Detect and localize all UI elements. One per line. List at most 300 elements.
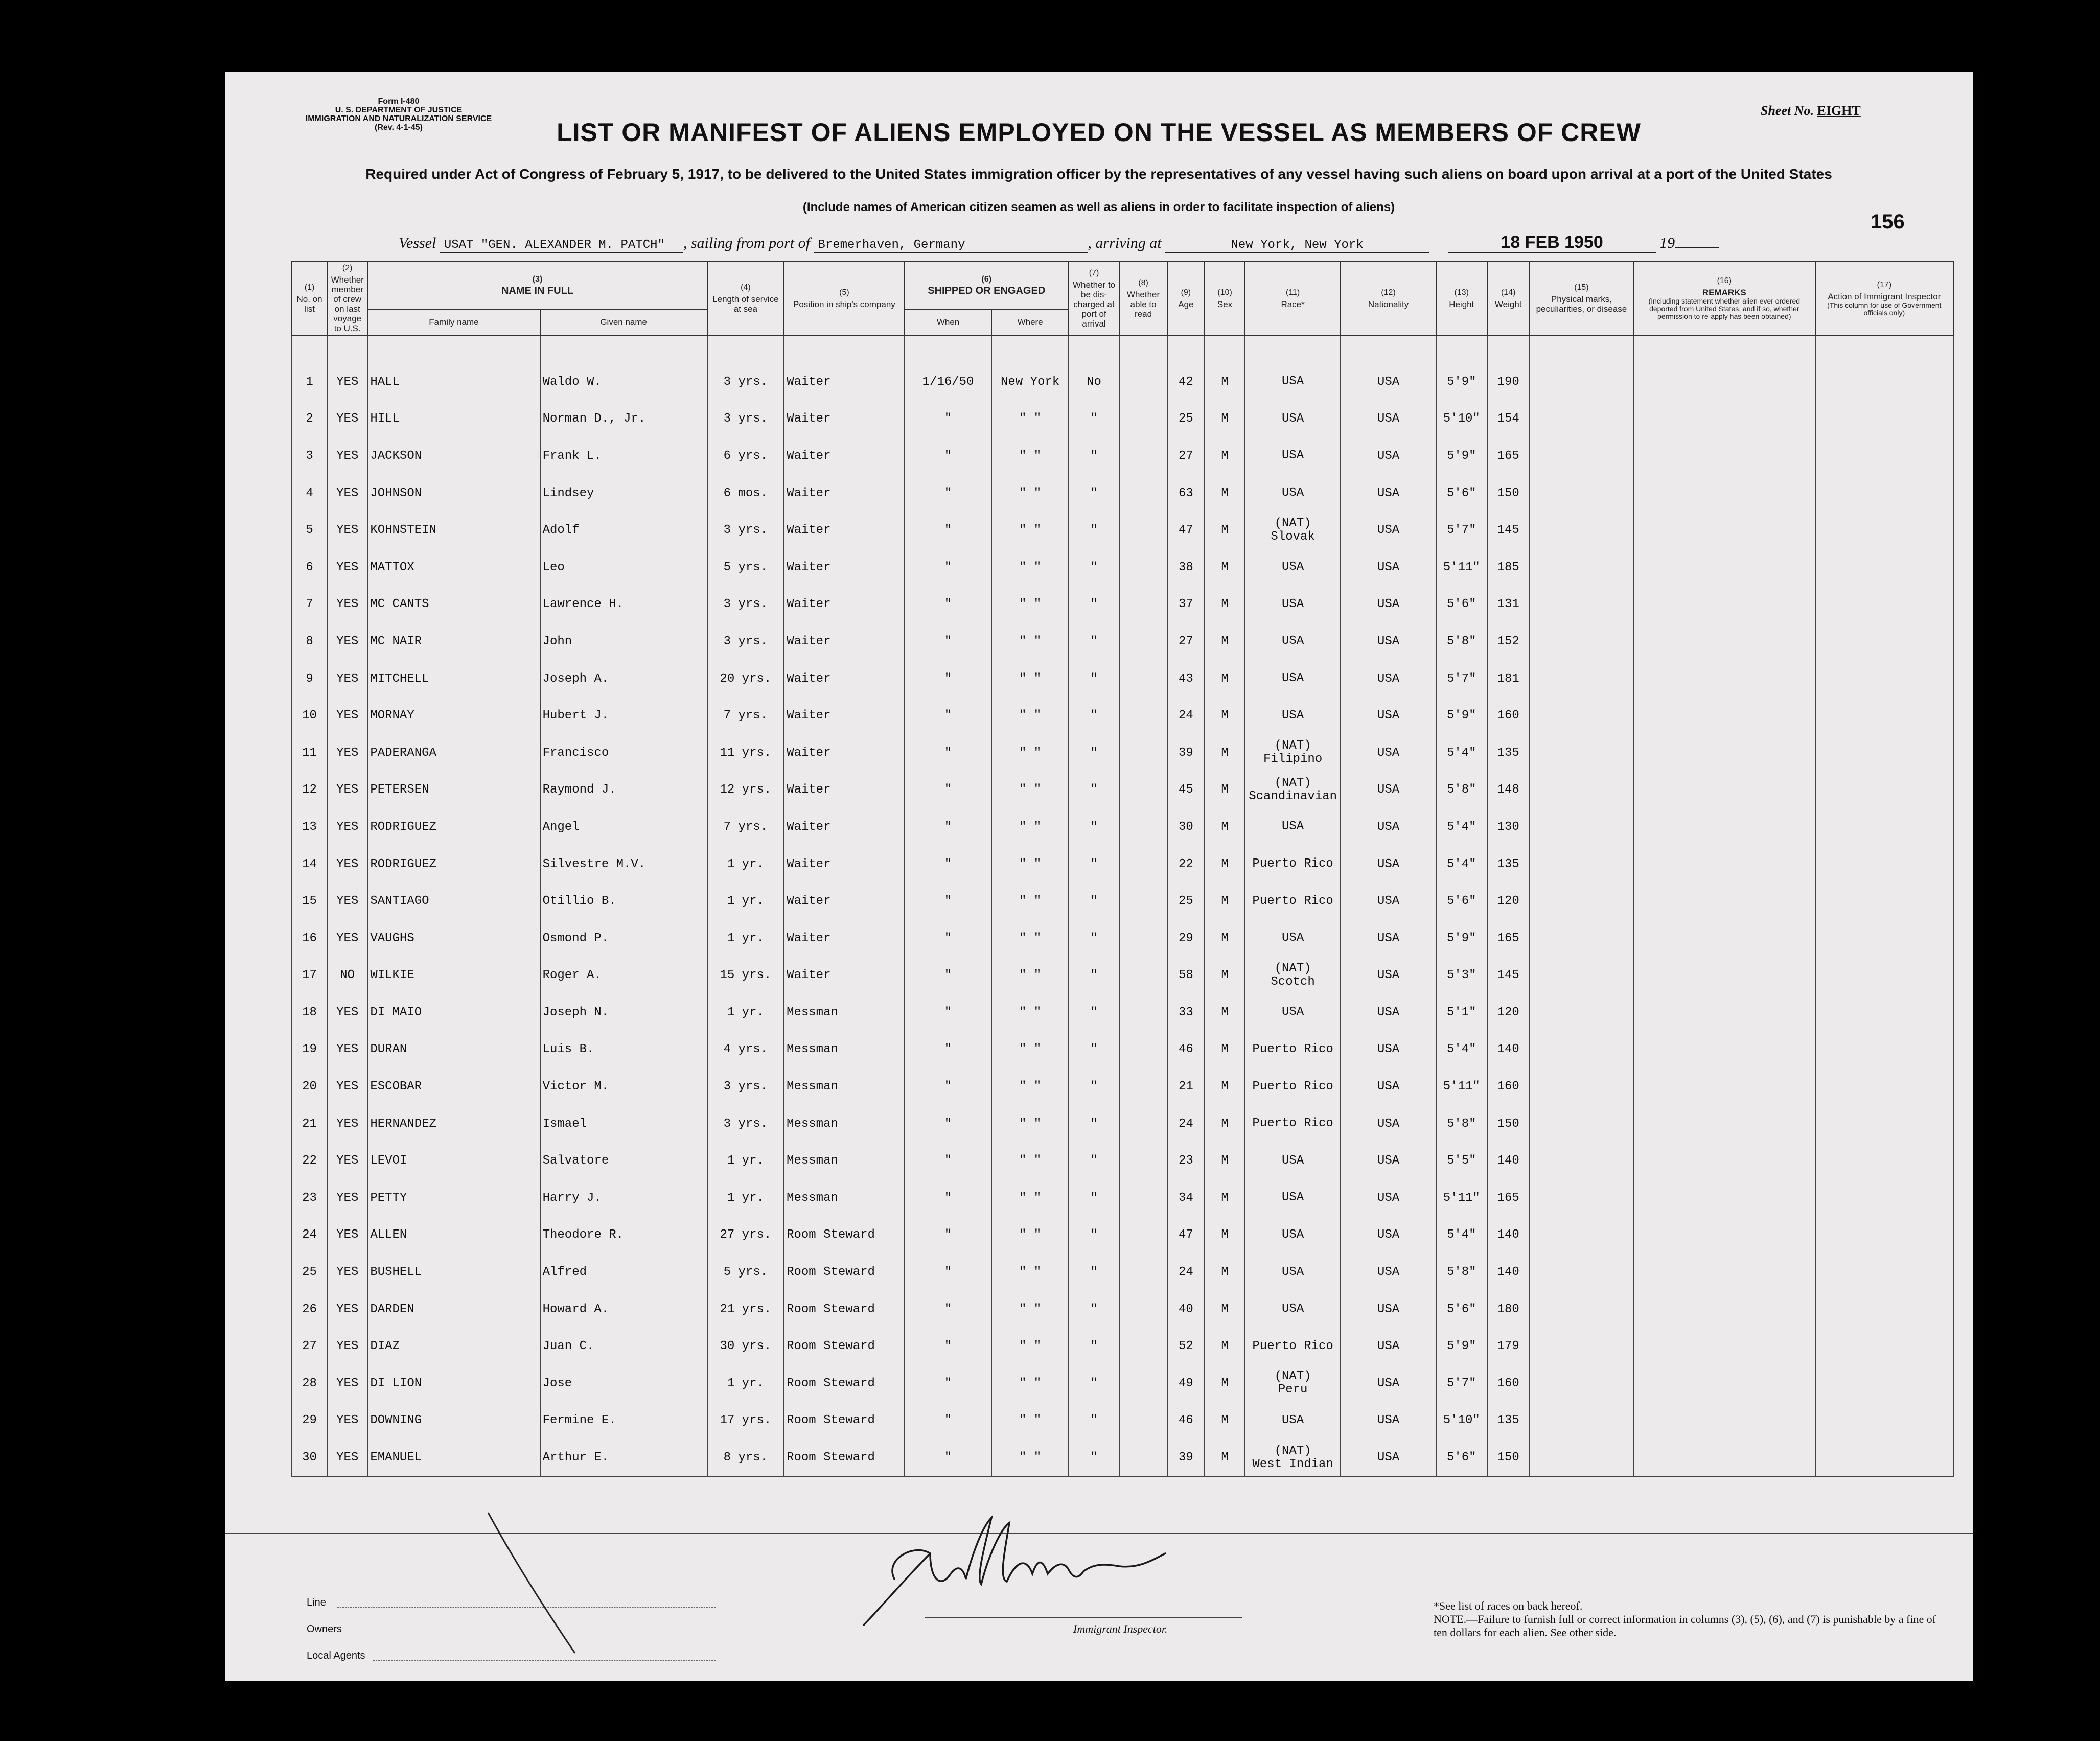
cell-row-number: 5 bbox=[292, 512, 327, 549]
cell-race bbox=[1245, 586, 1341, 623]
cell-nationality: USA bbox=[1341, 920, 1436, 957]
cell-age: 30 bbox=[1167, 808, 1205, 846]
cell-nationality: USA bbox=[1341, 623, 1436, 660]
cell-discharged: " bbox=[1069, 1068, 1120, 1105]
cell-sex: M bbox=[1205, 1142, 1245, 1179]
cell-shipped-where: " " bbox=[991, 846, 1068, 883]
cell-race bbox=[1245, 883, 1341, 920]
cell-shipped-where: " " bbox=[991, 1179, 1068, 1217]
cell-discharged: " bbox=[1069, 697, 1120, 734]
cell-family-name: WILKIE bbox=[367, 957, 540, 994]
cell-last-voyage: YES bbox=[327, 1031, 367, 1069]
cell-inspector-action bbox=[1815, 697, 1953, 734]
cell-given-name: Ismael bbox=[540, 1105, 707, 1143]
cell-age: 21 bbox=[1167, 1068, 1205, 1105]
cell-weight: 131 bbox=[1487, 586, 1530, 623]
cell-remarks bbox=[1633, 994, 1815, 1031]
table-row bbox=[292, 734, 1953, 772]
cell-age: 22 bbox=[1167, 846, 1205, 883]
cell-shipped-when: " bbox=[905, 1031, 992, 1069]
cell-remarks bbox=[1633, 1402, 1815, 1440]
cell-age: 42 bbox=[1167, 363, 1205, 401]
table-row bbox=[292, 363, 1953, 401]
cell-inspector-action bbox=[1815, 549, 1953, 586]
cell-nationality: USA bbox=[1341, 549, 1436, 586]
race-value: Slovak bbox=[1271, 529, 1315, 544]
year-blank bbox=[1675, 247, 1719, 248]
cell-discharged: " bbox=[1069, 1031, 1120, 1069]
cell-given-name: John bbox=[540, 623, 707, 660]
cell-height: 5'4" bbox=[1436, 846, 1487, 883]
cell-service-length: 1 yr. bbox=[707, 883, 784, 920]
cell-discharged: " bbox=[1069, 1402, 1120, 1440]
cell-family-name: MC CANTS bbox=[367, 586, 540, 623]
cell-row-number: 26 bbox=[292, 1291, 327, 1328]
cell-shipped-when: " bbox=[905, 512, 992, 549]
race-value: Puerto Rico bbox=[1252, 894, 1333, 908]
cell-service-length: 4 yrs. bbox=[707, 1031, 784, 1069]
cell-able-to-read bbox=[1119, 846, 1167, 883]
cell-row-number: 25 bbox=[292, 1253, 327, 1291]
cell-given-name: Jose bbox=[540, 1365, 707, 1402]
header-age: (9) Age bbox=[1167, 261, 1205, 335]
cell-position: Waiter bbox=[784, 808, 905, 846]
cell-height: 5'11" bbox=[1436, 1179, 1487, 1217]
table-row bbox=[292, 920, 1953, 957]
header-family-name: Family name bbox=[367, 309, 540, 335]
cell-physical-marks bbox=[1530, 994, 1633, 1031]
cell-last-voyage: YES bbox=[327, 1142, 367, 1179]
cell-shipped-where: " " bbox=[991, 883, 1068, 920]
cell-able-to-read bbox=[1119, 994, 1167, 1031]
pen-stroke bbox=[480, 1502, 583, 1656]
race-value: Scotch bbox=[1271, 974, 1315, 989]
cell-race bbox=[1245, 623, 1341, 660]
cell-discharged: " bbox=[1069, 586, 1120, 623]
cell-shipped-when: " bbox=[905, 1105, 992, 1143]
cell-physical-marks bbox=[1530, 1068, 1633, 1105]
cell-weight: 165 bbox=[1487, 437, 1530, 475]
cell-family-name: SANTIAGO bbox=[367, 883, 540, 920]
cell-remarks bbox=[1633, 1031, 1815, 1069]
cell-position: Room Steward bbox=[784, 1402, 905, 1440]
cell-position: Waiter bbox=[784, 586, 905, 623]
cell-physical-marks bbox=[1530, 1031, 1633, 1069]
cell-shipped-when: " bbox=[905, 1402, 992, 1440]
cell-remarks bbox=[1633, 1439, 1815, 1477]
cell-sex: M bbox=[1205, 1365, 1245, 1402]
cell-last-voyage: YES bbox=[327, 401, 367, 438]
header-physical-marks: (15) Physical marks, peculiarities, or disease bbox=[1530, 261, 1633, 335]
cell-discharged: " bbox=[1069, 1365, 1120, 1402]
cell-remarks bbox=[1633, 363, 1815, 401]
cell-discharged: " bbox=[1069, 512, 1120, 549]
cell-shipped-where: " " bbox=[991, 1439, 1068, 1477]
cell-last-voyage: YES bbox=[327, 734, 367, 772]
cell-shipped-when: " bbox=[905, 957, 992, 994]
cell-sex: M bbox=[1205, 734, 1245, 772]
header-nationality: (12) Nationality bbox=[1341, 261, 1436, 335]
cell-nationality: USA bbox=[1341, 994, 1436, 1031]
cell-family-name: ALLEN bbox=[367, 1217, 540, 1254]
header-row bbox=[292, 261, 1953, 309]
header-position: (5) Position in ship's company bbox=[784, 261, 905, 335]
cell-race bbox=[1245, 734, 1341, 772]
cell-service-length: 8 yrs. bbox=[707, 1439, 784, 1477]
cell-physical-marks bbox=[1530, 623, 1633, 660]
race-value: USA bbox=[1282, 1413, 1304, 1427]
cell-given-name: Raymond J. bbox=[540, 772, 707, 809]
cell-height: 5'8" bbox=[1436, 623, 1487, 660]
cell-age: 46 bbox=[1167, 1031, 1205, 1069]
race-note: (NAT) bbox=[1274, 1369, 1311, 1384]
cell-inspector-action bbox=[1815, 957, 1953, 994]
table-row bbox=[292, 1105, 1953, 1143]
cell-nationality: USA bbox=[1341, 1253, 1436, 1291]
form-number: Form I-480 bbox=[378, 97, 420, 106]
header-length-of-service: (4) Length of service at sea bbox=[707, 261, 784, 335]
cell-shipped-when: 1/16/50 bbox=[905, 363, 992, 401]
cell-weight: 179 bbox=[1487, 1328, 1530, 1365]
cell-race bbox=[1245, 1253, 1341, 1291]
cell-shipped-when: " bbox=[905, 1253, 992, 1291]
cell-discharged: " bbox=[1069, 772, 1120, 809]
cell-family-name: LEVOI bbox=[367, 1142, 540, 1179]
cell-shipped-where: " " bbox=[991, 512, 1068, 549]
cell-height: 5'9" bbox=[1436, 1328, 1487, 1365]
cell-physical-marks bbox=[1530, 1105, 1633, 1143]
cell-given-name: Lindsey bbox=[540, 475, 707, 512]
cell-discharged: " bbox=[1069, 1291, 1120, 1328]
cell-position: Messman bbox=[784, 1105, 905, 1143]
cell-given-name: Lawrence H. bbox=[540, 586, 707, 623]
cell-remarks bbox=[1633, 957, 1815, 994]
cell-able-to-read bbox=[1119, 512, 1167, 549]
cell-last-voyage: YES bbox=[327, 475, 367, 512]
cell-nationality: USA bbox=[1341, 401, 1436, 438]
cell-sex: M bbox=[1205, 512, 1245, 549]
cell-shipped-when: " bbox=[905, 1439, 992, 1477]
cell-shipped-when: " bbox=[905, 1217, 992, 1254]
table-row bbox=[292, 1439, 1953, 1477]
cell-race bbox=[1245, 846, 1341, 883]
cell-discharged: " bbox=[1069, 957, 1120, 994]
cell-position: Waiter bbox=[784, 475, 905, 512]
cell-inspector-action bbox=[1815, 734, 1953, 772]
cell-family-name: HILL bbox=[367, 401, 540, 438]
cell-discharged: " bbox=[1069, 994, 1120, 1031]
race-value: USA bbox=[1282, 634, 1304, 648]
cell-position: Waiter bbox=[784, 697, 905, 734]
cell-family-name: DI LION bbox=[367, 1365, 540, 1402]
table-row bbox=[292, 549, 1953, 586]
cell-sex: M bbox=[1205, 623, 1245, 660]
cell-height: 5'1" bbox=[1436, 994, 1487, 1031]
cell-nationality: USA bbox=[1341, 363, 1436, 401]
cell-last-voyage: YES bbox=[327, 1365, 367, 1402]
cell-physical-marks bbox=[1530, 1253, 1633, 1291]
cell-inspector-action bbox=[1815, 586, 1953, 623]
table-row bbox=[292, 1253, 1953, 1291]
cell-service-length: 1 yr. bbox=[707, 1179, 784, 1217]
race-value: Peru bbox=[1278, 1383, 1308, 1397]
cell-family-name: JOHNSON bbox=[367, 475, 540, 512]
race-value: USA bbox=[1282, 820, 1304, 834]
table-row bbox=[292, 586, 1953, 623]
cell-weight: 165 bbox=[1487, 920, 1530, 957]
cell-race bbox=[1245, 1365, 1341, 1402]
header-race: (11) Race* bbox=[1245, 261, 1341, 335]
cell-service-length: 1 yr. bbox=[707, 994, 784, 1031]
cell-row-number: 9 bbox=[292, 660, 327, 698]
page-title: LIST OR MANIFEST OF ALIENS EMPLOYED ON THE VESSEL AS MEMBERS OF CREW bbox=[557, 118, 1641, 147]
cell-sex: M bbox=[1205, 586, 1245, 623]
cell-row-number: 4 bbox=[292, 475, 327, 512]
cell-shipped-when: " bbox=[905, 475, 992, 512]
cell-row-number: 17 bbox=[292, 957, 327, 994]
cell-race bbox=[1245, 1328, 1341, 1365]
cell-physical-marks bbox=[1530, 363, 1633, 401]
cell-physical-marks bbox=[1530, 549, 1633, 586]
race-note: (NAT) bbox=[1274, 776, 1311, 790]
cell-able-to-read bbox=[1119, 623, 1167, 660]
cell-row-number: 27 bbox=[292, 1328, 327, 1365]
cell-age: 25 bbox=[1167, 883, 1205, 920]
crew-manifest-table bbox=[291, 261, 1954, 1477]
cell-position: Messman bbox=[784, 1179, 905, 1217]
cell-family-name: RODRIGUEZ bbox=[367, 846, 540, 883]
cell-able-to-read bbox=[1119, 475, 1167, 512]
cell-sex: M bbox=[1205, 1402, 1245, 1440]
cell-service-length: 3 yrs. bbox=[707, 623, 784, 660]
cell-remarks bbox=[1633, 846, 1815, 883]
cell-age: 43 bbox=[1167, 660, 1205, 698]
cell-service-length: 5 yrs. bbox=[707, 1253, 784, 1291]
cell-height: 5'9" bbox=[1436, 920, 1487, 957]
cell-able-to-read bbox=[1119, 734, 1167, 772]
cell-physical-marks bbox=[1530, 1142, 1633, 1179]
table-row bbox=[292, 808, 1953, 846]
race-value: USA bbox=[1282, 708, 1304, 723]
cell-height: 5'7" bbox=[1436, 660, 1487, 698]
cell-position: Waiter bbox=[784, 623, 905, 660]
cell-last-voyage: YES bbox=[327, 1253, 367, 1291]
cell-race bbox=[1245, 1217, 1341, 1254]
cell-row-number: 2 bbox=[292, 401, 327, 438]
cell-given-name: Waldo W. bbox=[540, 363, 707, 401]
cell-height: 5'6" bbox=[1436, 1291, 1487, 1328]
table-row bbox=[292, 957, 1953, 994]
header-last-voyage: (2) Whether member of crew on last voyage to U.S. bbox=[327, 261, 367, 335]
cell-race bbox=[1245, 1179, 1341, 1217]
cell-nationality: USA bbox=[1341, 437, 1436, 475]
cell-given-name: Osmond P. bbox=[540, 920, 707, 957]
table-row bbox=[292, 1217, 1953, 1254]
cell-shipped-where: " " bbox=[991, 1031, 1068, 1069]
cell-inspector-action bbox=[1815, 883, 1953, 920]
cell-position: Messman bbox=[784, 1142, 905, 1179]
cell-physical-marks bbox=[1530, 1291, 1633, 1328]
cell-physical-marks bbox=[1530, 883, 1633, 920]
manifest-rows bbox=[292, 335, 1953, 1477]
cell-weight: 150 bbox=[1487, 475, 1530, 512]
cell-remarks bbox=[1633, 772, 1815, 809]
cell-discharged: No bbox=[1069, 363, 1120, 401]
form-service: IMMIGRATION AND NATURALIZATION SERVICE bbox=[305, 114, 492, 123]
cell-age: 24 bbox=[1167, 1105, 1205, 1143]
cell-able-to-read bbox=[1119, 660, 1167, 698]
cell-able-to-read bbox=[1119, 1068, 1167, 1105]
cell-last-voyage: YES bbox=[327, 920, 367, 957]
cell-physical-marks bbox=[1530, 697, 1633, 734]
cell-remarks bbox=[1633, 401, 1815, 438]
cell-last-voyage: YES bbox=[327, 1105, 367, 1143]
cell-able-to-read bbox=[1119, 883, 1167, 920]
race-value: USA bbox=[1282, 486, 1304, 500]
cell-inspector-action bbox=[1815, 1105, 1953, 1143]
cell-remarks bbox=[1633, 1179, 1815, 1217]
cell-remarks bbox=[1633, 437, 1815, 475]
cell-remarks bbox=[1633, 1105, 1815, 1143]
cell-nationality: USA bbox=[1341, 883, 1436, 920]
cell-remarks bbox=[1633, 475, 1815, 512]
cell-inspector-action bbox=[1815, 772, 1953, 809]
header-where: Where bbox=[991, 309, 1068, 335]
cell-row-number: 10 bbox=[292, 697, 327, 734]
cell-shipped-when: " bbox=[905, 1291, 992, 1328]
cell-nationality: USA bbox=[1341, 734, 1436, 772]
table-row bbox=[292, 512, 1953, 549]
header-discharged: (7) Whether to be dis-charged at port of arrival bbox=[1069, 261, 1120, 335]
cell-service-length: 12 yrs. bbox=[707, 772, 784, 809]
cell-shipped-when: " bbox=[905, 586, 992, 623]
cell-age: 47 bbox=[1167, 512, 1205, 549]
cell-height: 5'9" bbox=[1436, 697, 1487, 734]
sheet-number-label: Sheet No. bbox=[1761, 103, 1814, 118]
cell-position: Room Steward bbox=[784, 1365, 905, 1402]
cell-age: 34 bbox=[1167, 1179, 1205, 1217]
cell-inspector-action bbox=[1815, 1365, 1953, 1402]
cell-weight: 130 bbox=[1487, 808, 1530, 846]
race-value: USA bbox=[1282, 560, 1304, 574]
cell-remarks bbox=[1633, 549, 1815, 586]
cell-remarks bbox=[1633, 586, 1815, 623]
cell-inspector-action bbox=[1815, 437, 1953, 475]
cell-shipped-when: " bbox=[905, 660, 992, 698]
race-value: Puerto Rico bbox=[1252, 857, 1333, 871]
penalty-note: NOTE.—Failure to furnish full or correct information in columns (3), (5), (6), and (7) is punishable by a fine of ten dollars for each alien. See other side. bbox=[1434, 1613, 1936, 1639]
table-row bbox=[292, 846, 1953, 883]
cell-family-name: KOHNSTEIN bbox=[367, 512, 540, 549]
vessel-label: Vessel bbox=[399, 235, 436, 251]
cell-age: 40 bbox=[1167, 1291, 1205, 1328]
cell-shipped-when: " bbox=[905, 437, 992, 475]
cell-race bbox=[1245, 1142, 1341, 1179]
cell-physical-marks bbox=[1530, 1217, 1633, 1254]
race-value: USA bbox=[1282, 1302, 1304, 1316]
cell-remarks bbox=[1633, 808, 1815, 846]
header-shipped-engaged: (6) SHIPPED OR ENGAGED bbox=[905, 261, 1069, 309]
cell-shipped-where: " " bbox=[991, 994, 1068, 1031]
cell-height: 5'6" bbox=[1436, 586, 1487, 623]
cell-shipped-where: " " bbox=[991, 1328, 1068, 1365]
table-row bbox=[292, 1402, 1953, 1440]
cell-service-length: 21 yrs. bbox=[707, 1291, 784, 1328]
cell-position: Waiter bbox=[784, 734, 905, 772]
cell-last-voyage: YES bbox=[327, 1439, 367, 1477]
cell-weight: 152 bbox=[1487, 623, 1530, 660]
cell-remarks bbox=[1633, 734, 1815, 772]
race-value: Puerto Rico bbox=[1252, 1042, 1333, 1056]
cell-sex: M bbox=[1205, 475, 1245, 512]
cell-race bbox=[1245, 1291, 1341, 1328]
sheet-number bbox=[1761, 103, 1861, 119]
cell-discharged: " bbox=[1069, 623, 1120, 660]
cell-shipped-where: " " bbox=[991, 1402, 1068, 1440]
cell-inspector-action bbox=[1815, 808, 1953, 846]
cell-row-number: 13 bbox=[292, 808, 327, 846]
cell-weight: 140 bbox=[1487, 1217, 1530, 1254]
inspector-label: Immigrant Inspector. bbox=[1073, 1622, 1168, 1635]
cell-given-name: Leo bbox=[540, 549, 707, 586]
cell-remarks bbox=[1633, 1142, 1815, 1179]
cell-age: 37 bbox=[1167, 586, 1205, 623]
cell-physical-marks bbox=[1530, 660, 1633, 698]
cell-height: 5'10" bbox=[1436, 401, 1487, 438]
cell-last-voyage: YES bbox=[327, 1291, 367, 1328]
cell-physical-marks bbox=[1530, 475, 1633, 512]
cell-sex: M bbox=[1205, 549, 1245, 586]
cell-sex: M bbox=[1205, 846, 1245, 883]
cell-service-length: 11 yrs. bbox=[707, 734, 784, 772]
cell-remarks bbox=[1633, 920, 1815, 957]
cell-shipped-where: " " bbox=[991, 437, 1068, 475]
table-row bbox=[292, 660, 1953, 698]
race-value: USA bbox=[1282, 411, 1304, 426]
cell-height: 5'4" bbox=[1436, 734, 1487, 772]
cell-discharged: " bbox=[1069, 920, 1120, 957]
cell-family-name: VAUGHS bbox=[367, 920, 540, 957]
table-row bbox=[292, 437, 1953, 475]
cell-race bbox=[1245, 549, 1341, 586]
cell-service-length: 6 mos. bbox=[707, 475, 784, 512]
cell-last-voyage: YES bbox=[327, 1402, 367, 1440]
cell-shipped-when: " bbox=[905, 1142, 992, 1179]
cell-nationality: USA bbox=[1341, 1365, 1436, 1402]
cell-nationality: USA bbox=[1341, 957, 1436, 994]
cell-age: 39 bbox=[1167, 734, 1205, 772]
cell-shipped-when: " bbox=[905, 401, 992, 438]
cell-weight: 135 bbox=[1487, 846, 1530, 883]
cell-sex: M bbox=[1205, 401, 1245, 438]
cell-inspector-action bbox=[1815, 846, 1953, 883]
cell-position: Waiter bbox=[784, 512, 905, 549]
cell-discharged: " bbox=[1069, 660, 1120, 698]
cell-physical-marks bbox=[1530, 808, 1633, 846]
cell-weight: 150 bbox=[1487, 1439, 1530, 1477]
cell-row-number: 29 bbox=[292, 1402, 327, 1440]
header-remarks: (16) REMARKS (Including statement whether alien ever ordered deported from United States, and if so, whether permission to re-apply has been obtained) bbox=[1633, 261, 1815, 335]
cell-height: 5'6" bbox=[1436, 475, 1487, 512]
table-row bbox=[292, 1031, 1953, 1069]
cell-race bbox=[1245, 363, 1341, 401]
inspector-signature-line bbox=[925, 1617, 1242, 1618]
header-no: (1) No. on list bbox=[292, 261, 327, 335]
cell-nationality: USA bbox=[1341, 1402, 1436, 1440]
cell-position: Waiter bbox=[784, 846, 905, 883]
cell-age: 39 bbox=[1167, 1439, 1205, 1477]
cell-sex: M bbox=[1205, 660, 1245, 698]
